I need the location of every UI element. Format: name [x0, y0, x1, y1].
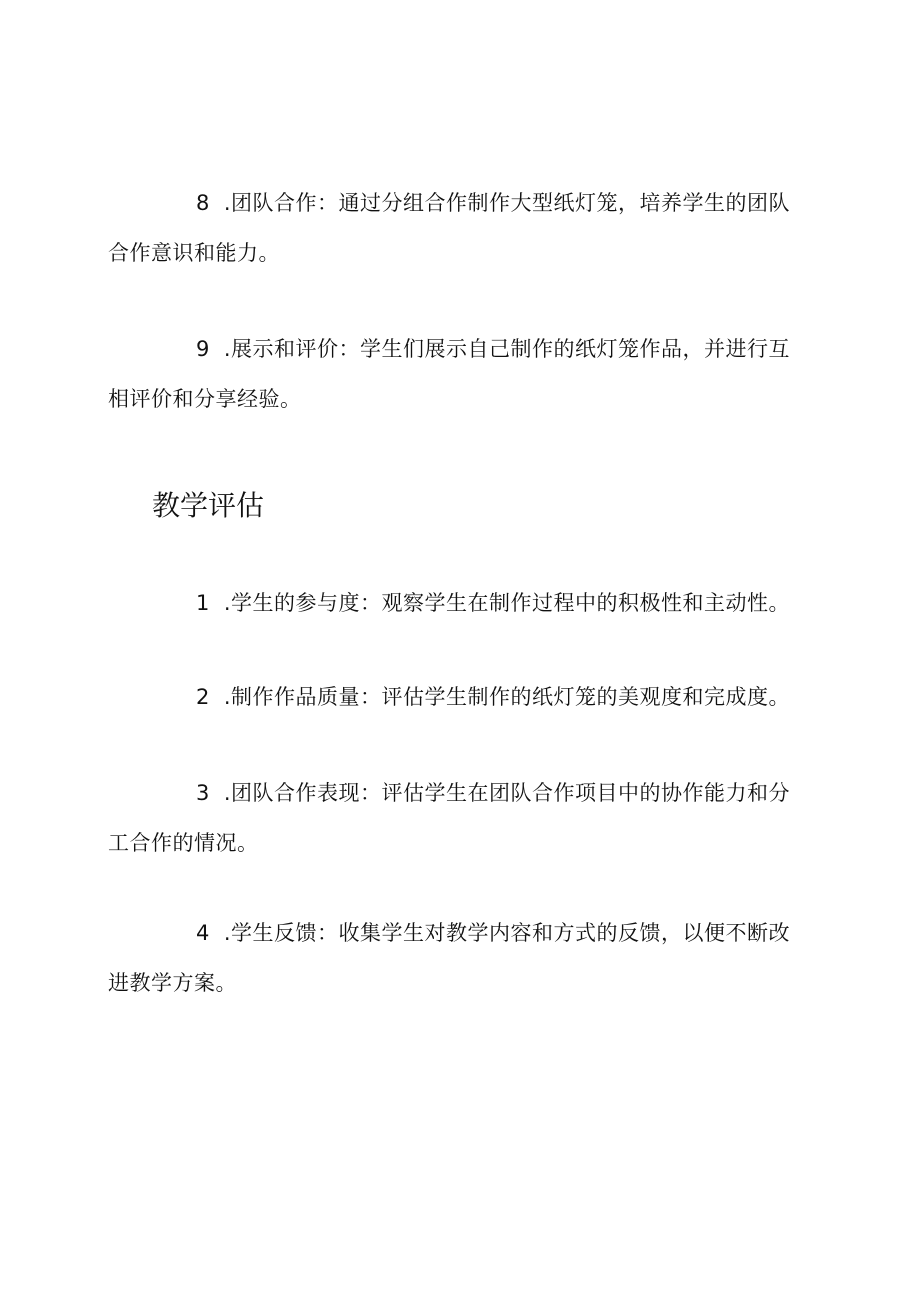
item-text: .制作作品质量：评估学生制作的纸灯笼的美观度和完成度。 — [223, 685, 791, 709]
list-item-4 — [108, 908, 808, 1008]
item-number: 2 — [196, 685, 210, 709]
item-number: 3 — [196, 781, 210, 805]
item-number: 1 — [196, 591, 210, 615]
item-text: .团队合作表现：评估学生在团队合作项目中的协作能力和分工合作的情况。 — [108, 781, 791, 855]
item-number: 4 — [196, 921, 210, 945]
list-item-8 — [108, 178, 808, 278]
item-number: 9 — [196, 337, 210, 361]
list-item-3 — [108, 768, 808, 868]
item-text: .学生反馈：收集学生对教学内容和方式的反馈，以便不断改进教学方案。 — [108, 921, 791, 995]
item-number: 8 — [196, 191, 210, 215]
item-text: .团队合作：通过分组合作制作大型纸灯笼，培养学生的团队合作意识和能力。 — [108, 191, 791, 265]
list-item-1 — [108, 578, 808, 628]
list-item-2 — [108, 672, 808, 722]
list-item-9 — [108, 324, 808, 424]
section-heading: 教学评估 — [152, 489, 265, 522]
item-text: .展示和评价：学生们展示自己制作的纸灯笼作品，并进行互相评价和分享经验。 — [108, 337, 791, 411]
item-text: .学生的参与度：观察学生在制作过程中的积极性和主动性。 — [223, 591, 791, 615]
